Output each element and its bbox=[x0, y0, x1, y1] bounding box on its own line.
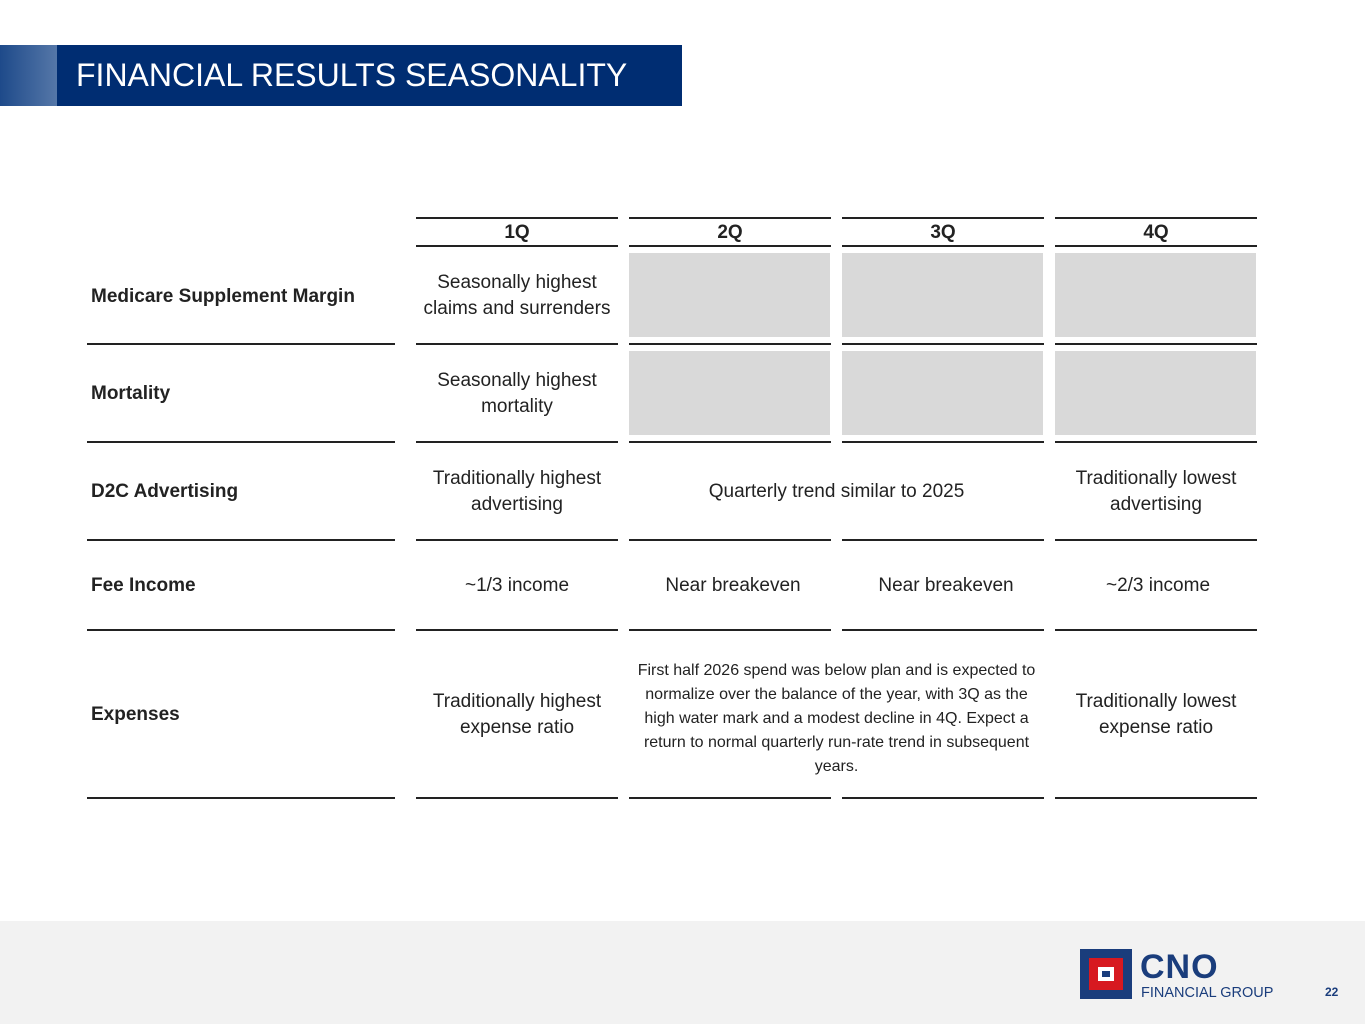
row-rule bbox=[1055, 629, 1257, 631]
row-rule bbox=[1055, 343, 1257, 345]
page-title: FINANCIAL RESULTS SEASONALITY bbox=[57, 45, 682, 106]
placeholder-cell-medicare-2q bbox=[629, 253, 830, 337]
logo-subtitle: FINANCIAL GROUP bbox=[1141, 985, 1274, 1001]
cell-fee-3q: Near breakeven bbox=[878, 575, 1014, 596]
cell-fee-4q: ~2/3 income bbox=[1105, 575, 1211, 596]
header-rule bbox=[842, 245, 1044, 247]
title-accent-block bbox=[0, 45, 57, 106]
row-rule bbox=[842, 539, 1044, 541]
row-rule bbox=[416, 343, 618, 345]
row-label-fee-income: Fee Income bbox=[91, 575, 196, 596]
row-label-expenses: Expenses bbox=[91, 704, 180, 725]
cell-fee-2q: Near breakeven bbox=[665, 575, 801, 596]
column-header-2q: 2Q bbox=[717, 222, 743, 243]
cell-expenses-1q: Traditionally highest expense ratio bbox=[432, 691, 602, 738]
row-rule bbox=[416, 539, 618, 541]
placeholder-cell-mortality-3q bbox=[842, 351, 1043, 435]
cell-d2c-1q: Traditionally highest advertising bbox=[432, 468, 602, 515]
column-header-4q: 4Q bbox=[1143, 222, 1169, 243]
row-rule bbox=[416, 629, 618, 631]
row-rule bbox=[842, 441, 1044, 443]
cell-d2c-2q-3q: Quarterly trend similar to 2025 bbox=[708, 481, 965, 502]
logo-wordmark: CNO bbox=[1140, 948, 1219, 986]
column-header-3q: 3Q bbox=[930, 222, 956, 243]
row-rule bbox=[87, 629, 395, 631]
row-rule bbox=[629, 539, 831, 541]
row-rule bbox=[629, 441, 831, 443]
cell-expenses-2q-3q: First half 2026 spend was below plan and is expected to normalize over the balance of the year, with 3Q as the high water mark and a modest decline in 4Q. Expect a return to normal quarterly run-rate trend in subsequent years. bbox=[637, 662, 1036, 775]
row-rule bbox=[842, 797, 1044, 799]
row-rule bbox=[629, 343, 831, 345]
row-label-medicare-supplement: Medicare Supplement Margin bbox=[91, 286, 355, 307]
placeholder-cell-mortality-4q bbox=[1055, 351, 1256, 435]
row-rule bbox=[87, 441, 395, 443]
row-rule bbox=[842, 343, 1044, 345]
row-rule bbox=[87, 797, 395, 799]
cell-expenses-4q: Traditionally lowest expense ratio bbox=[1075, 691, 1237, 738]
header-rule bbox=[1055, 245, 1257, 247]
row-label-mortality: Mortality bbox=[91, 383, 171, 404]
row-rule bbox=[416, 441, 618, 443]
column-header-1q: 1Q bbox=[504, 222, 530, 243]
row-rule bbox=[629, 629, 831, 631]
row-rule bbox=[1055, 797, 1257, 799]
placeholder-cell-medicare-3q bbox=[842, 253, 1043, 337]
row-label-d2c-advertising: D2C Advertising bbox=[91, 481, 239, 502]
row-rule bbox=[1055, 539, 1257, 541]
row-rule bbox=[1055, 441, 1257, 443]
row-rule bbox=[416, 797, 618, 799]
cell-fee-1q: ~1/3 income bbox=[464, 575, 570, 596]
row-rule bbox=[87, 539, 395, 541]
row-rule bbox=[842, 629, 1044, 631]
cell-medicare-1q: Seasonally highest claims and surrenders bbox=[423, 272, 611, 319]
cno-logo-icon bbox=[1080, 949, 1132, 999]
cell-d2c-4q: Traditionally lowest advertising bbox=[1075, 468, 1237, 515]
header-rule bbox=[629, 245, 831, 247]
header-rule bbox=[416, 245, 618, 247]
page-number: 22 bbox=[1325, 985, 1339, 999]
placeholder-cell-medicare-4q bbox=[1055, 253, 1256, 337]
cell-mortality-1q: Seasonally highest mortality bbox=[437, 370, 597, 417]
row-rule bbox=[87, 343, 395, 345]
row-rule bbox=[629, 797, 831, 799]
placeholder-cell-mortality-2q bbox=[629, 351, 830, 435]
